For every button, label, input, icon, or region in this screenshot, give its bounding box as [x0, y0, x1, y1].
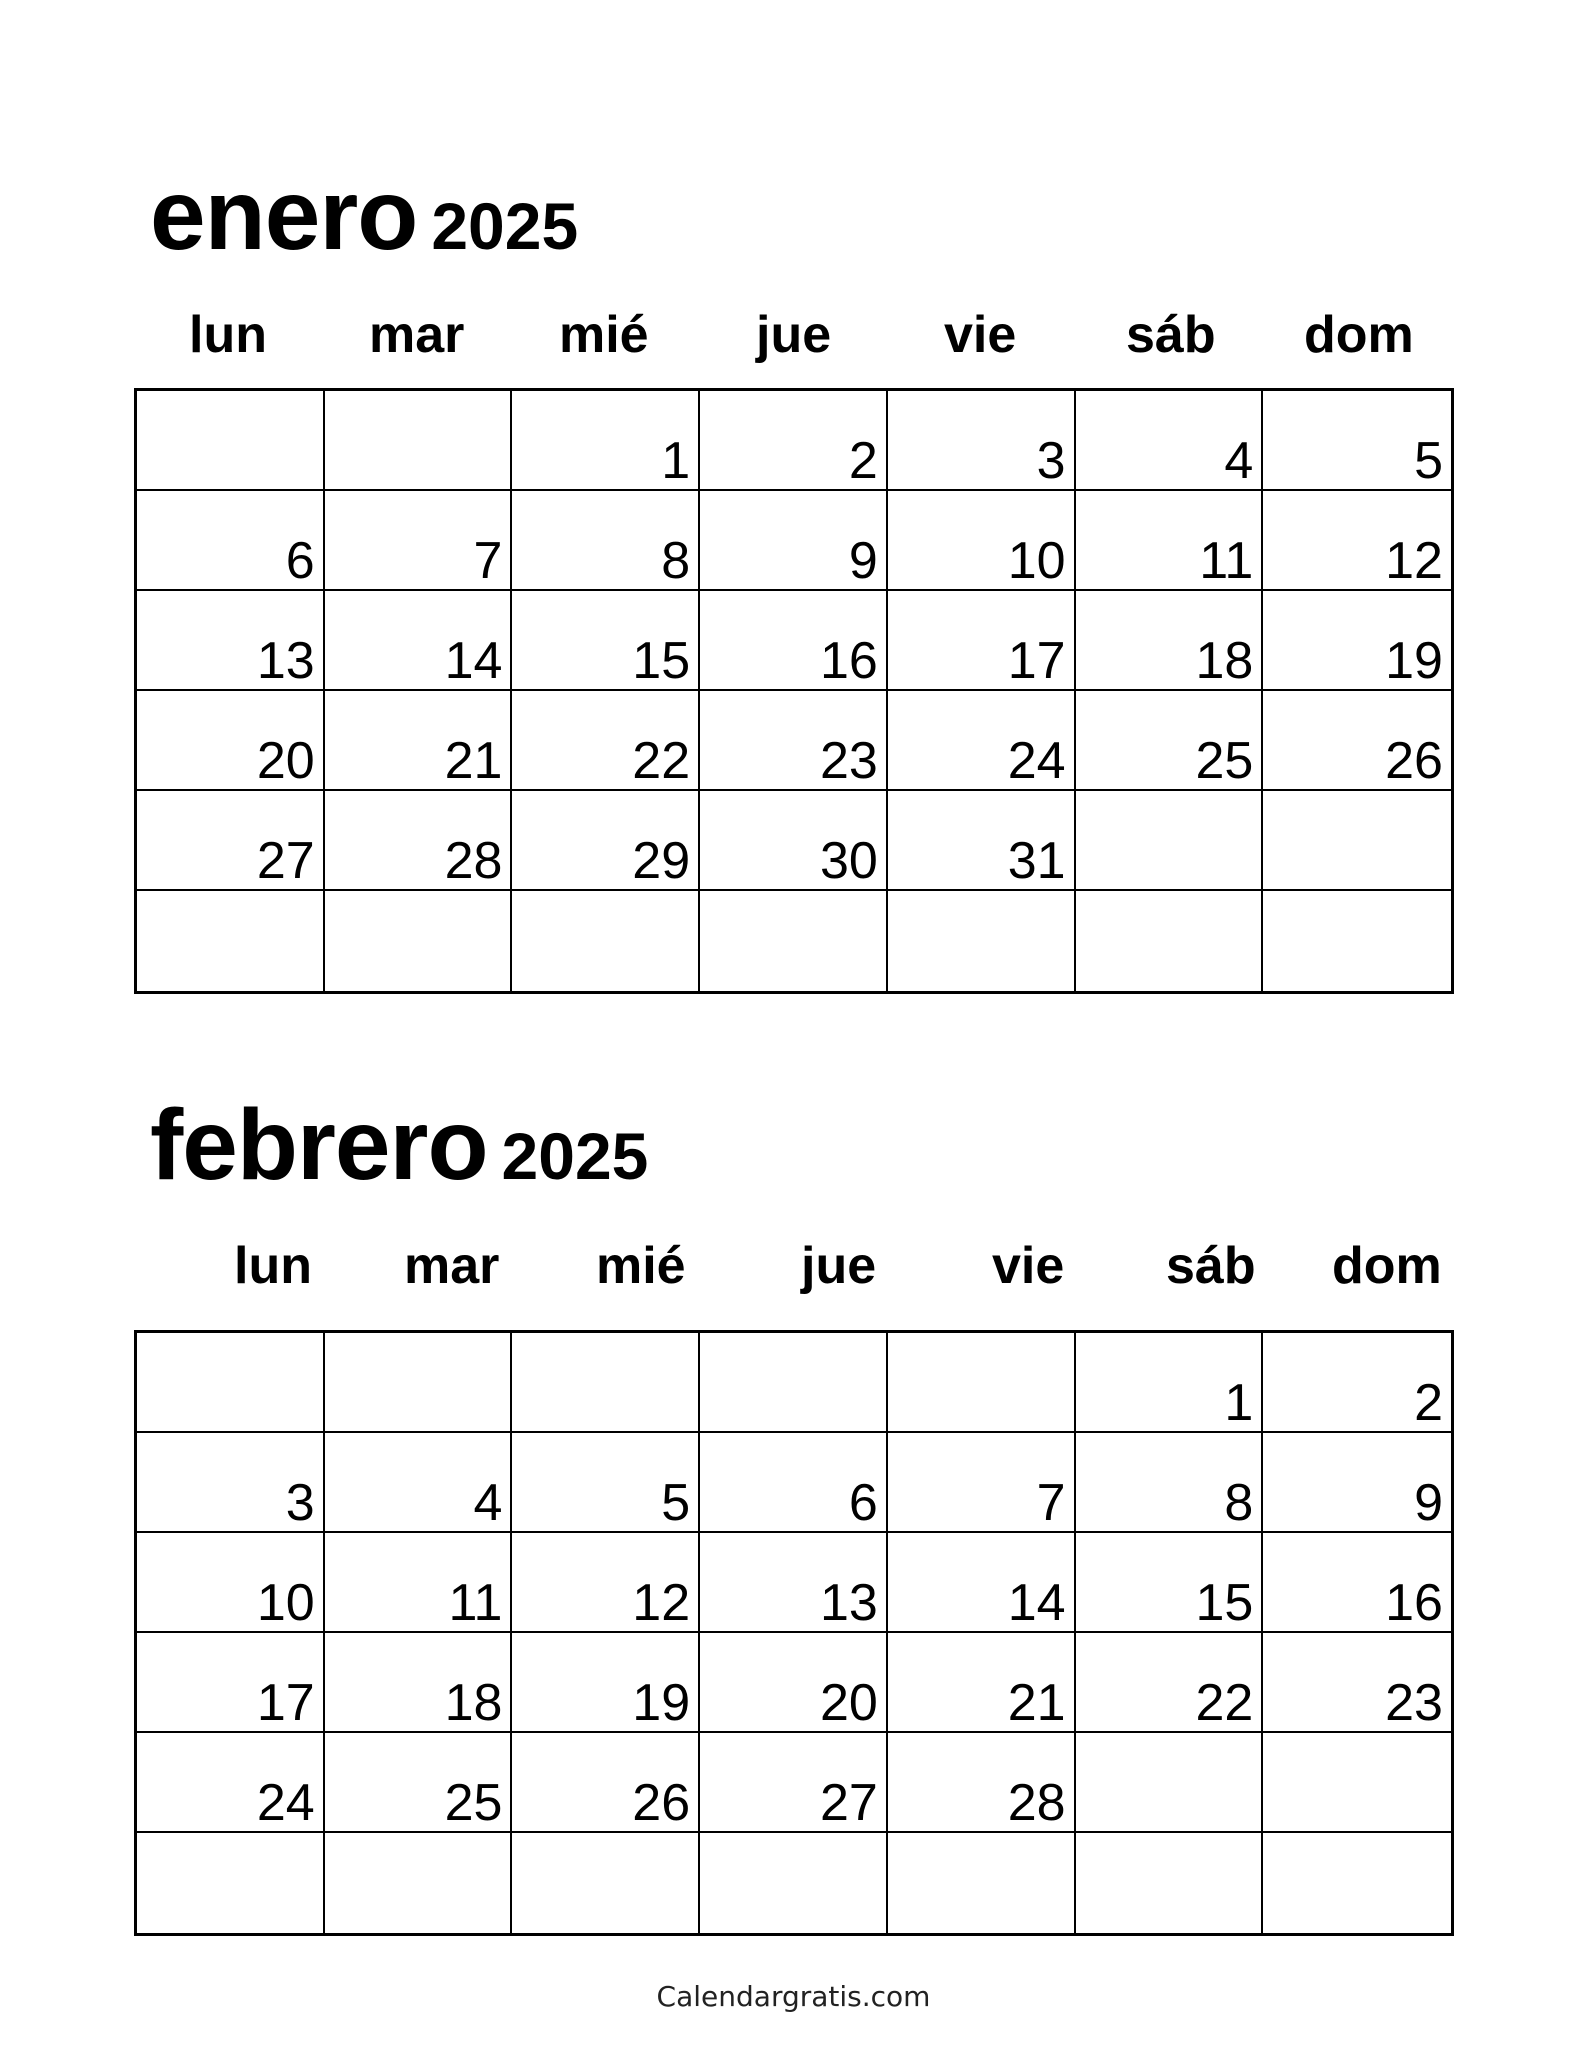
- day-cell: [888, 1633, 1076, 1733]
- day-cell: [325, 1533, 513, 1633]
- day-cell: [700, 1733, 888, 1833]
- day-cell: [1263, 591, 1451, 691]
- weekday-tue: mar: [369, 306, 465, 364]
- day-number: 25: [444, 1774, 503, 1832]
- day-number: 14: [1007, 1574, 1066, 1632]
- day-cell: [137, 1833, 325, 1933]
- day-cell: [325, 1733, 513, 1833]
- day-number: 27: [820, 1774, 878, 1832]
- day-cell: [137, 691, 325, 791]
- day-number: 10: [1007, 532, 1066, 590]
- day-cell: [700, 491, 888, 591]
- day-cell: [888, 1833, 1076, 1933]
- weekday-sun: dom: [1332, 1237, 1442, 1295]
- day-cell: [1076, 891, 1264, 991]
- weekday-thu: jue: [801, 1237, 877, 1295]
- day-number: 21: [444, 732, 503, 790]
- day-number: 18: [444, 1674, 503, 1732]
- day-cell: [137, 891, 325, 991]
- day-cell: [700, 691, 888, 791]
- day-cell: [137, 1333, 325, 1433]
- day-cell: [1076, 691, 1264, 791]
- day-cell: [1076, 1633, 1264, 1733]
- day-cell: [888, 891, 1076, 991]
- weekday-mon: lun: [189, 306, 267, 364]
- day-cell: [1076, 1533, 1264, 1633]
- day-number: 16: [820, 632, 878, 690]
- day-cell: [700, 791, 888, 891]
- calendar-grid: [134, 388, 1454, 994]
- weekday-mon: lun: [234, 1237, 312, 1295]
- day-cell: [325, 491, 513, 591]
- day-number: 28: [1007, 1774, 1066, 1832]
- day-number: 27: [256, 832, 315, 890]
- day-cell: [512, 1333, 700, 1433]
- day-number: 10: [256, 1574, 315, 1632]
- day-number: 20: [820, 1674, 878, 1732]
- month-name: enero: [150, 159, 418, 271]
- day-cell: [888, 691, 1076, 791]
- day-cell: [325, 391, 513, 491]
- day-cell: [1076, 1833, 1264, 1933]
- weekday-sat: sáb: [1126, 306, 1216, 364]
- day-cell: [512, 491, 700, 591]
- day-cell: [512, 1833, 700, 1933]
- day-number: 17: [1007, 632, 1066, 690]
- day-cell: [700, 1333, 888, 1433]
- day-number: 19: [1385, 632, 1443, 690]
- footer-credit: Calendargratis.com: [656, 1980, 931, 2013]
- day-cell: [1076, 791, 1264, 891]
- day-number: 13: [820, 1574, 878, 1632]
- day-number: 11: [1199, 532, 1254, 590]
- day-cell: [325, 791, 513, 891]
- day-cell: [1263, 791, 1451, 891]
- day-cell: [888, 1433, 1076, 1533]
- day-cell: [325, 591, 513, 691]
- day-cell: [888, 1533, 1076, 1633]
- day-cell: [888, 1333, 1076, 1433]
- day-number: 14: [444, 632, 503, 690]
- weekday-sun: dom: [1304, 306, 1414, 364]
- day-cell: [700, 1833, 888, 1933]
- day-cell: [700, 891, 888, 991]
- day-number: 25: [1195, 732, 1254, 790]
- day-number: 7: [473, 532, 503, 590]
- day-number: 26: [1385, 732, 1443, 790]
- day-number: 29: [632, 832, 691, 890]
- day-number: 18: [1195, 632, 1254, 690]
- day-cell: [1263, 891, 1451, 991]
- day-cell: [1263, 391, 1451, 491]
- day-cell: [325, 691, 513, 791]
- weekday-header: [134, 305, 1454, 365]
- day-number: 5: [661, 1474, 691, 1532]
- calendar-grid: [134, 1330, 1454, 1936]
- day-number: 7: [1036, 1474, 1066, 1532]
- weekday-wed: mié: [596, 1237, 686, 1295]
- day-cell: [137, 391, 325, 491]
- day-number: 8: [1224, 1474, 1254, 1532]
- day-number: 1: [1224, 1374, 1254, 1432]
- day-cell: [700, 591, 888, 691]
- day-cell: [137, 1433, 325, 1533]
- day-number: 11: [448, 1574, 503, 1632]
- day-number: 24: [1007, 732, 1066, 790]
- weekday-thu: jue: [756, 306, 832, 364]
- day-number: 13: [256, 632, 315, 690]
- day-number: 16: [1385, 1574, 1443, 1632]
- weekday-sat: sáb: [1166, 1237, 1256, 1295]
- day-cell: [700, 1433, 888, 1533]
- day-cell: [1076, 391, 1264, 491]
- day-cell: [512, 891, 700, 991]
- weekday-tue: mar: [404, 1237, 500, 1295]
- weekday-fri: vie: [944, 306, 1017, 364]
- day-cell: [512, 391, 700, 491]
- day-cell: [137, 491, 325, 591]
- day-number: 21: [1007, 1674, 1066, 1732]
- weekday-fri: vie: [992, 1237, 1065, 1295]
- day-number: 2: [1414, 1374, 1443, 1432]
- day-number: 30: [820, 832, 878, 890]
- day-number: 15: [1195, 1574, 1254, 1632]
- day-cell: [325, 1633, 513, 1733]
- day-number: 23: [820, 732, 878, 790]
- day-cell: [137, 1633, 325, 1733]
- day-cell: [1076, 491, 1264, 591]
- day-cell: [512, 1733, 700, 1833]
- day-cell: [512, 691, 700, 791]
- day-number: 15: [632, 632, 691, 690]
- day-number: 22: [1195, 1674, 1254, 1732]
- day-cell: [700, 1633, 888, 1733]
- day-cell: [137, 591, 325, 691]
- day-number: 2: [848, 432, 878, 490]
- day-cell: [888, 391, 1076, 491]
- month-title: [150, 159, 579, 271]
- day-cell: [512, 1633, 700, 1733]
- day-cell: [1263, 1433, 1451, 1533]
- day-cell: [512, 1533, 700, 1633]
- day-number: 12: [1385, 532, 1443, 590]
- day-number: 3: [1036, 432, 1066, 490]
- day-number: 28: [444, 832, 503, 890]
- day-cell: [137, 1533, 325, 1633]
- day-cell: [1076, 1733, 1264, 1833]
- day-cell: [137, 1733, 325, 1833]
- day-cell: [1263, 1533, 1451, 1633]
- day-number: 19: [632, 1674, 691, 1732]
- day-cell: [325, 891, 513, 991]
- month-name: febrero: [150, 1089, 488, 1201]
- day-number: 23: [1385, 1674, 1443, 1732]
- day-cell: [137, 791, 325, 891]
- day-cell: [512, 791, 700, 891]
- day-number: 9: [848, 532, 878, 590]
- weekday-wed: mié: [559, 306, 649, 364]
- day-cell: [1076, 1433, 1264, 1533]
- day-cell: [512, 591, 700, 691]
- day-cell: [1263, 691, 1451, 791]
- day-number: 6: [848, 1474, 878, 1532]
- month-year: 2025: [501, 1119, 649, 1193]
- day-number: 5: [1414, 432, 1443, 490]
- day-number: 3: [285, 1474, 315, 1532]
- day-cell: [325, 1833, 513, 1933]
- day-cell: [325, 1433, 513, 1533]
- day-number: 20: [256, 732, 315, 790]
- month-title: [150, 1089, 649, 1201]
- day-number: 26: [632, 1774, 691, 1832]
- day-cell: [1263, 491, 1451, 591]
- day-number: 6: [285, 532, 315, 590]
- day-number: 24: [256, 1774, 315, 1832]
- day-number: 1: [661, 432, 691, 490]
- day-cell: [325, 1333, 513, 1433]
- day-cell: [1263, 1733, 1451, 1833]
- day-cell: [1263, 1833, 1451, 1933]
- day-number: 9: [1414, 1474, 1443, 1532]
- day-number: 4: [473, 1474, 503, 1532]
- day-cell: [888, 1733, 1076, 1833]
- day-number: 8: [661, 532, 691, 590]
- weekday-header: [134, 1236, 1454, 1296]
- day-cell: [888, 791, 1076, 891]
- day-cell: [888, 491, 1076, 591]
- day-cell: [700, 391, 888, 491]
- month-year: 2025: [431, 189, 579, 263]
- day-number: 17: [256, 1674, 315, 1732]
- day-number: 22: [632, 732, 691, 790]
- day-number: 31: [1007, 832, 1066, 890]
- day-number: 12: [632, 1574, 691, 1632]
- day-cell: [888, 591, 1076, 691]
- day-cell: [512, 1433, 700, 1533]
- day-cell: [1076, 591, 1264, 691]
- day-cell: [1076, 1333, 1264, 1433]
- day-cell: [700, 1533, 888, 1633]
- day-number: 4: [1224, 432, 1254, 490]
- day-cell: [1263, 1633, 1451, 1733]
- day-cell: [1263, 1333, 1451, 1433]
